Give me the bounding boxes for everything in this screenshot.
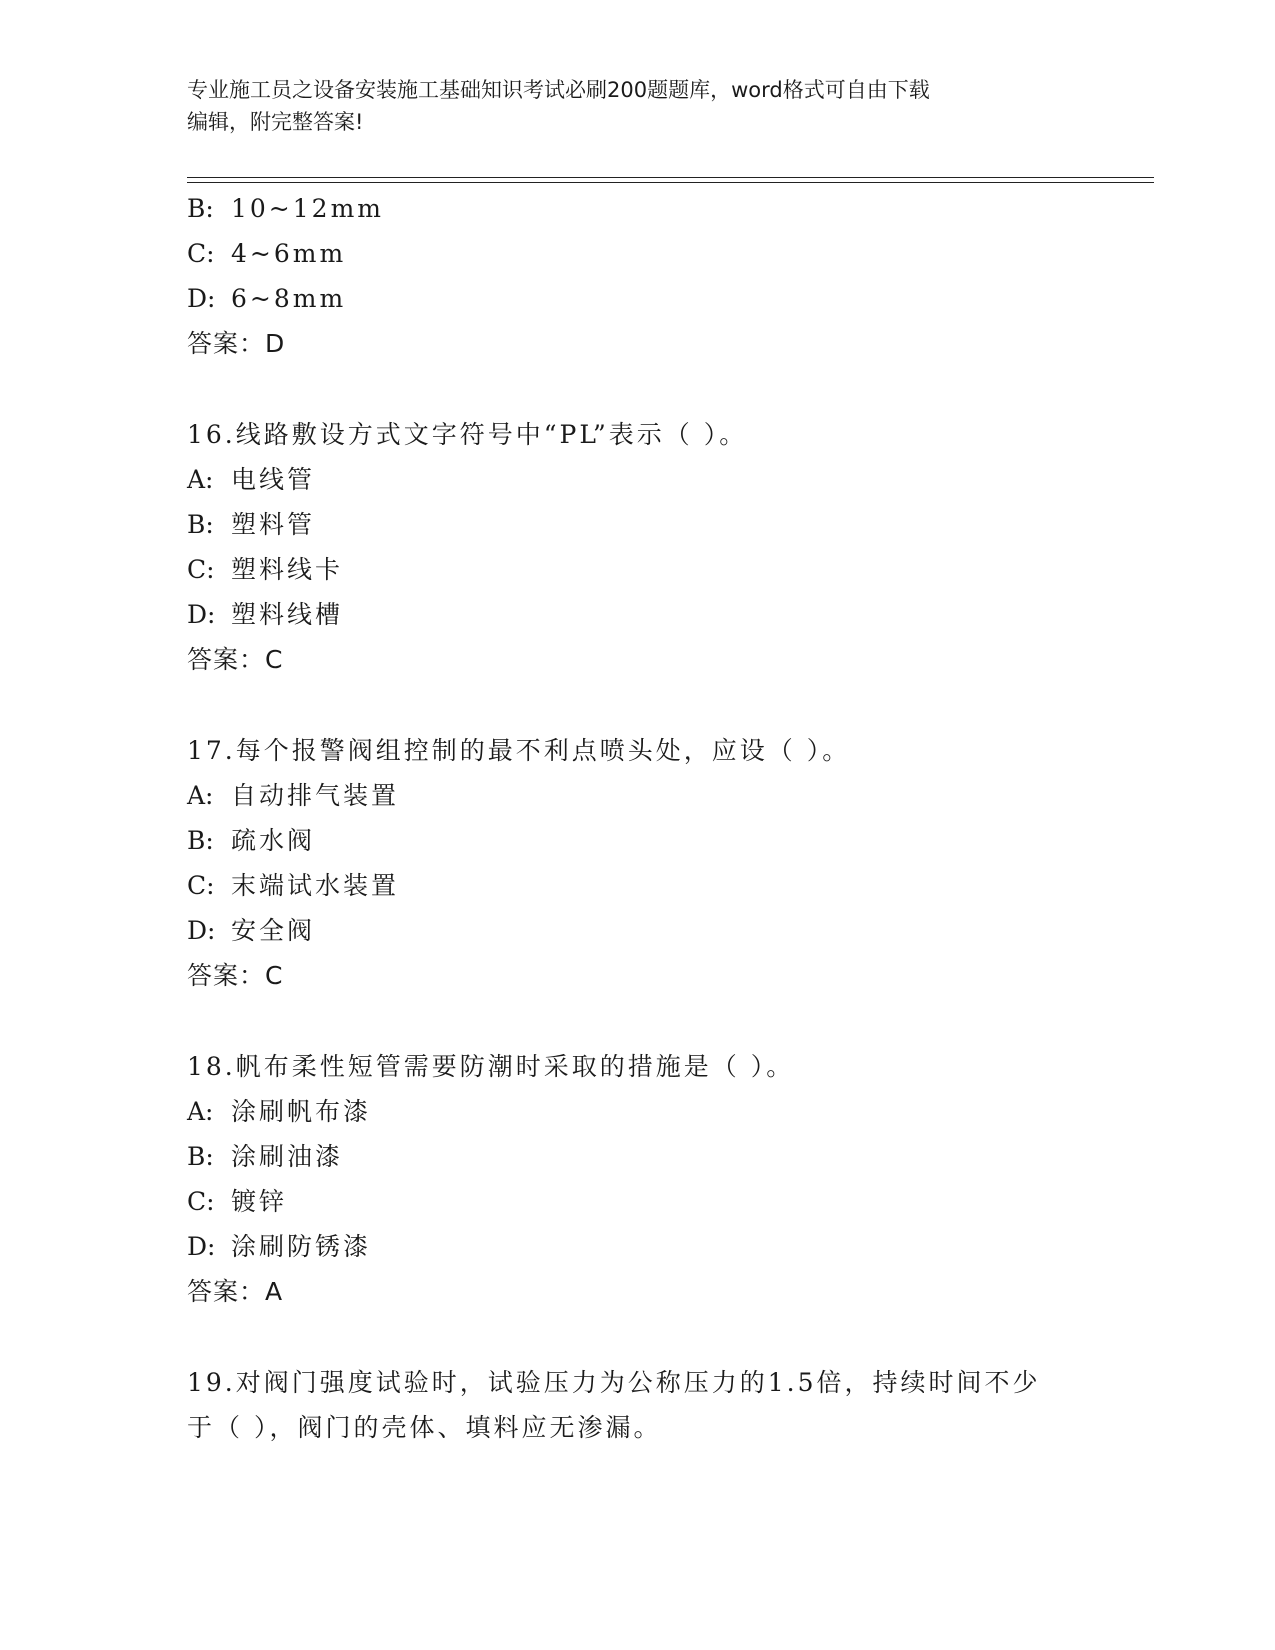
q16-option-d bbox=[187, 600, 343, 630]
q17-option-a bbox=[187, 781, 399, 811]
option-letter: B: bbox=[187, 510, 214, 539]
option-letter: C: bbox=[187, 1187, 215, 1216]
option-letter: D: bbox=[187, 916, 216, 945]
q18-option-b bbox=[187, 1142, 343, 1172]
option-text: 末端试水装置 bbox=[231, 871, 400, 900]
q16-option-b bbox=[187, 510, 315, 540]
header-line-2: 编辑，附完整答案! bbox=[187, 110, 364, 134]
option-letter: B: bbox=[187, 826, 214, 855]
option-letter: A: bbox=[187, 1097, 214, 1126]
q19-question-line-2: 于（ ），阀门的壳体、填料应无渗漏。 bbox=[187, 1413, 662, 1442]
q17-answer: 答案：C bbox=[187, 961, 284, 990]
q15-answer: 答案：D bbox=[187, 329, 286, 358]
q16-option-c bbox=[187, 555, 343, 585]
option-letter: A: bbox=[187, 465, 214, 494]
option-text: 疏水阀 bbox=[231, 826, 316, 855]
q18-question: 18.帆布柔性短管需要防潮时采取的措施是（ ）。 bbox=[187, 1052, 795, 1081]
q15-option-c bbox=[187, 239, 346, 269]
option-text: 塑料管 bbox=[231, 510, 316, 539]
q18-option-c bbox=[187, 1187, 287, 1217]
header-rule-bottom bbox=[187, 182, 1154, 183]
option-text: 6~8mm bbox=[231, 284, 347, 313]
q18-answer: 答案：A bbox=[187, 1277, 284, 1306]
option-text: 塑料线槽 bbox=[231, 600, 344, 629]
q18-option-d bbox=[187, 1232, 371, 1262]
option-text: 塑料线卡 bbox=[231, 555, 344, 584]
option-text: 涂刷防锈漆 bbox=[231, 1232, 372, 1261]
option-text: 10~12mm bbox=[231, 194, 384, 223]
option-letter: D: bbox=[187, 284, 216, 313]
option-letter: D: bbox=[187, 1232, 216, 1261]
option-letter: B: bbox=[187, 1142, 214, 1171]
document-header bbox=[187, 74, 1087, 138]
header-line-1: 专业施工员之设备安装施工基础知识考试必刷200题题库，word格式可自由下载 bbox=[187, 78, 930, 102]
option-text: 电线管 bbox=[231, 465, 316, 494]
q17-option-b bbox=[187, 826, 315, 856]
q16-option-a bbox=[187, 465, 315, 495]
header-rule-top bbox=[187, 177, 1154, 178]
q17-option-d bbox=[187, 916, 315, 946]
q19-question-line-1: 19.对阀门强度试验时，试验压力为公称压力的1.5倍，持续时间不少 bbox=[187, 1368, 1041, 1397]
option-text: 涂刷油漆 bbox=[231, 1142, 344, 1171]
option-text: 4~6mm bbox=[231, 239, 347, 268]
q16-question: 16.线路敷设方式文字符号中“PL”表示（ ）。 bbox=[187, 420, 748, 449]
q17-question: 17.每个报警阀组控制的最不利点喷头处，应设（ ）。 bbox=[187, 736, 851, 765]
option-letter: C: bbox=[187, 239, 215, 268]
q15-option-b bbox=[187, 194, 384, 224]
option-letter: A: bbox=[187, 781, 214, 810]
option-text: 安全阀 bbox=[231, 916, 316, 945]
option-letter: D: bbox=[187, 600, 216, 629]
option-text: 镀锌 bbox=[231, 1187, 288, 1216]
option-text: 自动排气装置 bbox=[231, 781, 400, 810]
q16-answer: 答案：C bbox=[187, 645, 284, 674]
option-letter: C: bbox=[187, 555, 215, 584]
q15-option-d bbox=[187, 284, 346, 314]
option-letter: C: bbox=[187, 871, 215, 900]
option-letter: B: bbox=[187, 194, 214, 223]
option-text: 涂刷帆布漆 bbox=[231, 1097, 372, 1126]
q18-option-a bbox=[187, 1097, 371, 1127]
q17-option-c bbox=[187, 871, 399, 901]
